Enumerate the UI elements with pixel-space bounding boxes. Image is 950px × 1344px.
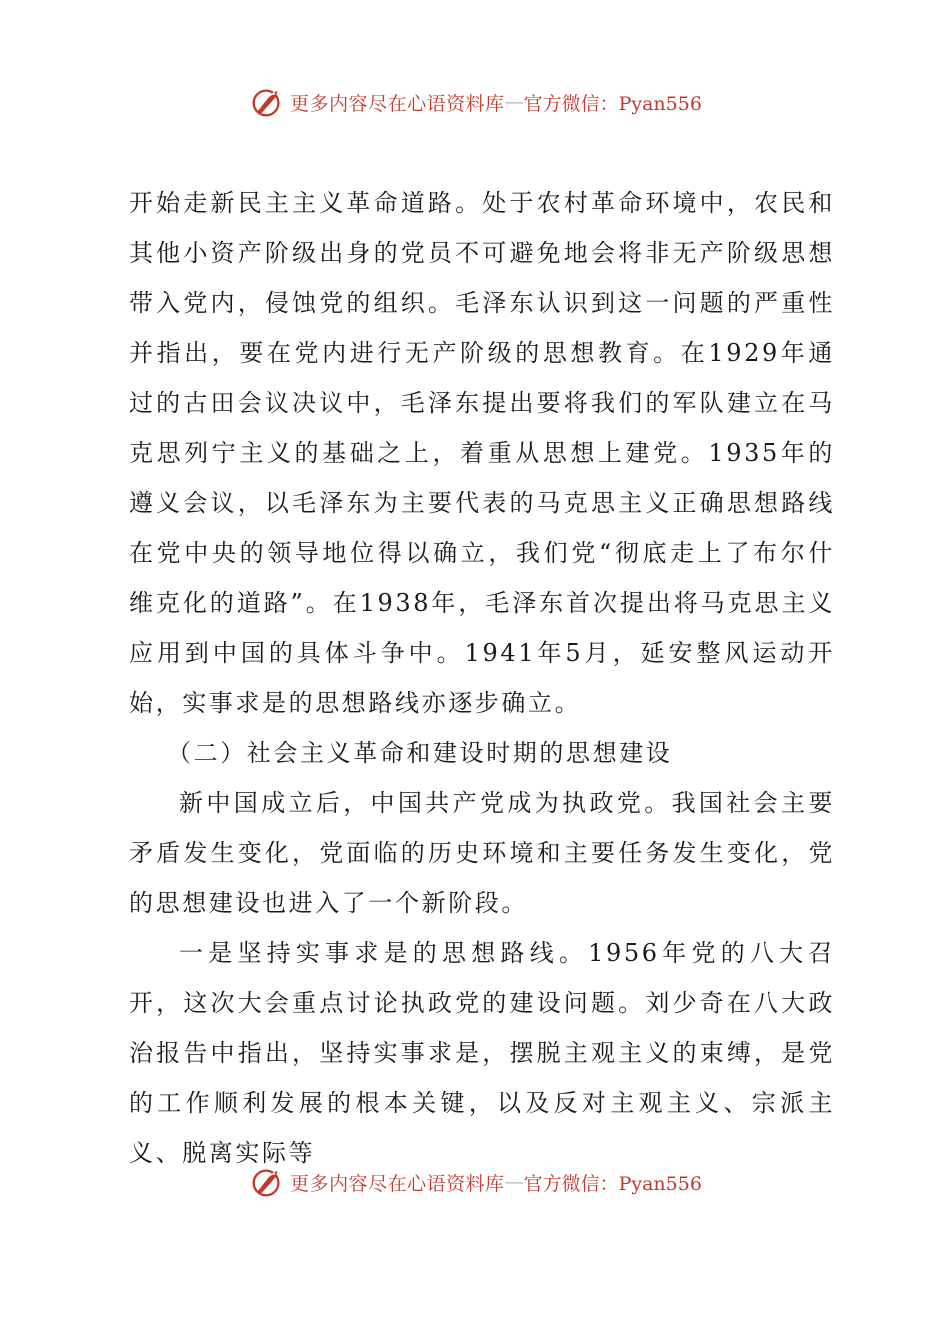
paragraph: 新中国成立后，中国共产党成为执政党。我国社会主要矛盾发生变化，党面临的历史环境和主要任务发生变化，党的思想建设也进入了一个新阶段。 [129, 789, 835, 917]
document-body [129, 178, 835, 1178]
section-heading: （二）社会主义革命和建设时期的思想建设 [167, 739, 673, 767]
pen-nib-logo-icon [248, 1163, 286, 1201]
watermark-contact: 官方微信：Pyan556 [523, 92, 702, 115]
pen-nib-logo-icon [248, 83, 286, 121]
watermark-contact: 官方微信：Pyan556 [523, 1172, 702, 1195]
watermark-main-text: 更多内容尽在心语资料库 [290, 1172, 505, 1195]
paragraph: 一是坚持实事求是的思想路线。1956年党的八大召开，这次大会重点讨论执政党的建设问题。刘少奇在八大政治报告中指出，坚持实事求是，摆脱主观主义的束缚，是党的工作顺利发展的根本关键，以及反对主观主义、宗派主义、脱离实际等 [129, 939, 835, 1167]
paragraph-continued: 开始走新民主主义革命道路。处于农村革命环境中，农民和其他小资产阶级出身的党员不可避免地会将非无产阶级思想带入党内，侵蚀党的组织。毛泽东认识到这一问题的严重性并指出，要在党内进行无产阶级的思想教育。在1929年通过的古田会议决议中，毛泽东提出要将我们的军队建立在马克思列宁主义的基础之上，着重从思想上建党。1935年的遵义会议，以毛泽东为主要代表的马克思主义正确思想路线在党中央的领导地位得以确立，我们党“彻底走上了布尔什维克化的道路”。在1938年，毛泽东首次提出将马克思主义应用到中国的具体斗争中。1941年5月，延安整风运动开始，实事求是的思想路线亦逐步确立。 [129, 189, 835, 717]
watermark-main-text: 更多内容尽在心语资料库 [290, 92, 505, 115]
watermark-separator: — [504, 91, 524, 113]
footer-watermark [0, 1162, 950, 1202]
header-watermark [0, 82, 950, 122]
watermark-separator: — [504, 1171, 524, 1193]
